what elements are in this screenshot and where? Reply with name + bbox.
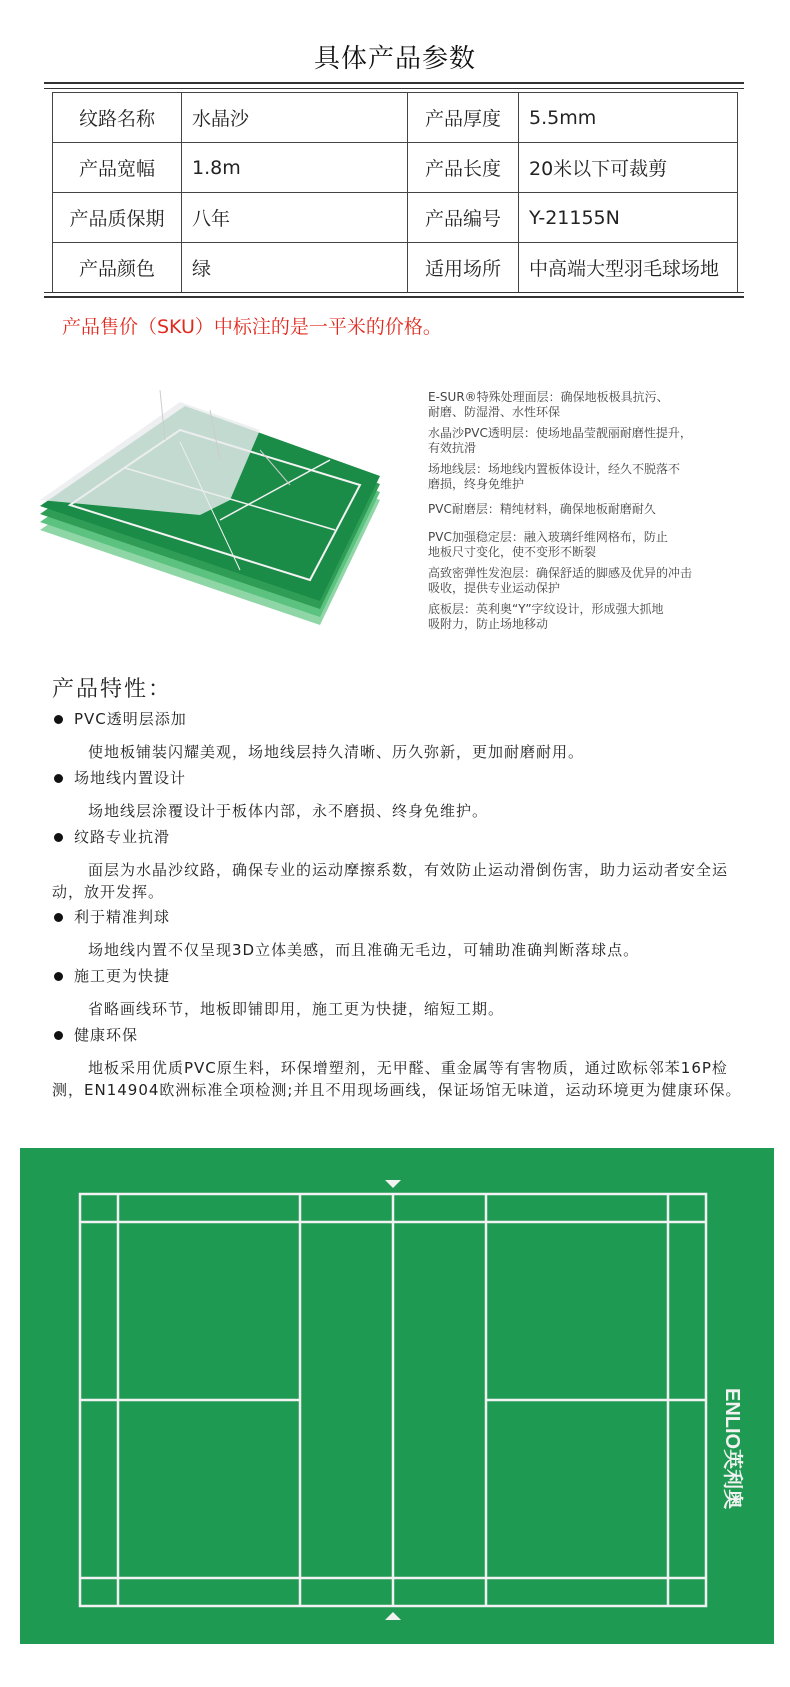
feature-body: 场地线内置不仅呈现3D立体美感，而且准确无毛边，可辅助准确判断落球点。 <box>88 941 640 959</box>
spec-value: 绿 <box>182 243 408 293</box>
spec-value: 5.5mm <box>519 93 738 143</box>
bullet-icon <box>54 913 63 922</box>
spec-table <box>52 92 738 293</box>
bullet-icon <box>54 1031 63 1040</box>
court-diagram <box>20 1148 774 1644</box>
feature-body: 场地线层涂覆设计于板体内部，永不磨损、终身免维护。 <box>88 802 489 820</box>
layer-label: E-SUR®特殊处理面层：确保地板极具抗污、 耐磨、防湿滑、水性环保 <box>428 390 669 419</box>
table-row <box>53 93 738 143</box>
spec-value: 中高端大型羽毛球场地 <box>519 243 738 293</box>
layer-label: PVC加强稳定层：融入玻璃纤维网格布，防止 地板尺寸变化，使不变形不断裂 <box>428 530 668 559</box>
layer-label: 底板层：英利奥“Y”字纹设计，形成强大抓地 吸附力，防止场地移动 <box>428 602 664 631</box>
table-row <box>53 193 738 243</box>
table-bottom-rule <box>44 296 744 298</box>
transparent-film <box>40 402 260 515</box>
spec-key: 适用场所 <box>408 243 519 293</box>
layer-label: 水晶沙PVC透明层：使场地晶莹靓丽耐磨性提升， 有效抗滑 <box>428 426 692 455</box>
layer-label: 高致密弹性发泡层：确保舒适的脚感及优异的冲击 吸收，提供专业运动保护 <box>428 566 693 595</box>
spec-key: 产品厚度 <box>408 93 519 143</box>
spec-key: 产品编号 <box>408 193 519 243</box>
spec-value: 八年 <box>182 193 408 243</box>
feature-title: 场地线内置设计 <box>74 769 187 787</box>
feature-item <box>52 766 742 822</box>
table-top-rule <box>44 82 744 84</box>
spec-key: 纹路名称 <box>53 93 182 143</box>
feature-item <box>52 964 742 1020</box>
bullet-icon <box>54 972 63 981</box>
spec-key: 产品长度 <box>408 143 519 193</box>
bullet-icon <box>54 774 63 783</box>
feature-title: PVC透明层添加 <box>74 710 187 728</box>
court-logo: ENLIO英利奥 <box>721 1388 743 1510</box>
feature-body: 面层为水晶沙纹路，确保专业的运动摩擦系数，有效防止运动滑倒伤害，助力运动者安全运动，放开发挥。 <box>52 861 729 901</box>
features-title: 产品特性： <box>52 677 173 702</box>
feature-body: 省略画线环节，地板即铺即用，施工更为快捷，缩短工期。 <box>88 1000 505 1018</box>
layer-label: 场地线层：场地线内置板体设计，经久不脱落不 磨损，终身免维护 <box>428 462 681 491</box>
table-row <box>53 143 738 193</box>
feature-item <box>52 905 742 961</box>
feature-title: 健康环保 <box>74 1026 139 1044</box>
spec-value: Y-21155N <box>519 193 738 243</box>
spec-value: 20米以下可裁剪 <box>519 143 738 193</box>
spec-key: 产品颜色 <box>53 243 182 293</box>
table-row <box>53 243 738 293</box>
feature-body: 地板采用优质PVC原生料，环保增塑剂，无甲醛、重金属等有害物质，通过欧标邻苯16P检测，EN14904欧洲标准全项检测;并且不用现场画线，保证场馆无味道，运动环境更为健康环保。 <box>52 1059 742 1099</box>
spec-value: 1.8m <box>182 143 408 193</box>
bullet-icon <box>54 715 63 724</box>
feature-item <box>52 825 742 903</box>
spec-key: 产品质保期 <box>53 193 182 243</box>
feature-title: 施工更为快捷 <box>74 967 171 985</box>
feature-title: 纹路专业抗滑 <box>74 828 171 846</box>
table-bottom-rule-thin <box>44 292 744 293</box>
spec-value: 水晶沙 <box>182 93 408 143</box>
table-top-rule-thin <box>44 88 744 89</box>
page-title: 具体产品参数 <box>313 44 476 74</box>
feature-title: 利于精准判球 <box>74 908 171 926</box>
floor-layers-illustration <box>30 380 430 640</box>
price-note: 产品售价（SKU）中标注的是一平米的价格。 <box>62 316 442 338</box>
feature-item <box>52 1023 742 1101</box>
bullet-icon <box>54 833 63 842</box>
feature-item <box>52 707 742 763</box>
spec-key: 产品宽幅 <box>53 143 182 193</box>
layer-label: PVC耐磨层：精纯材料，确保地板耐磨耐久 <box>428 502 656 516</box>
feature-body: 使地板铺装闪耀美观，场地线层持久清晰、历久弥新，更加耐磨耐用。 <box>88 743 585 761</box>
